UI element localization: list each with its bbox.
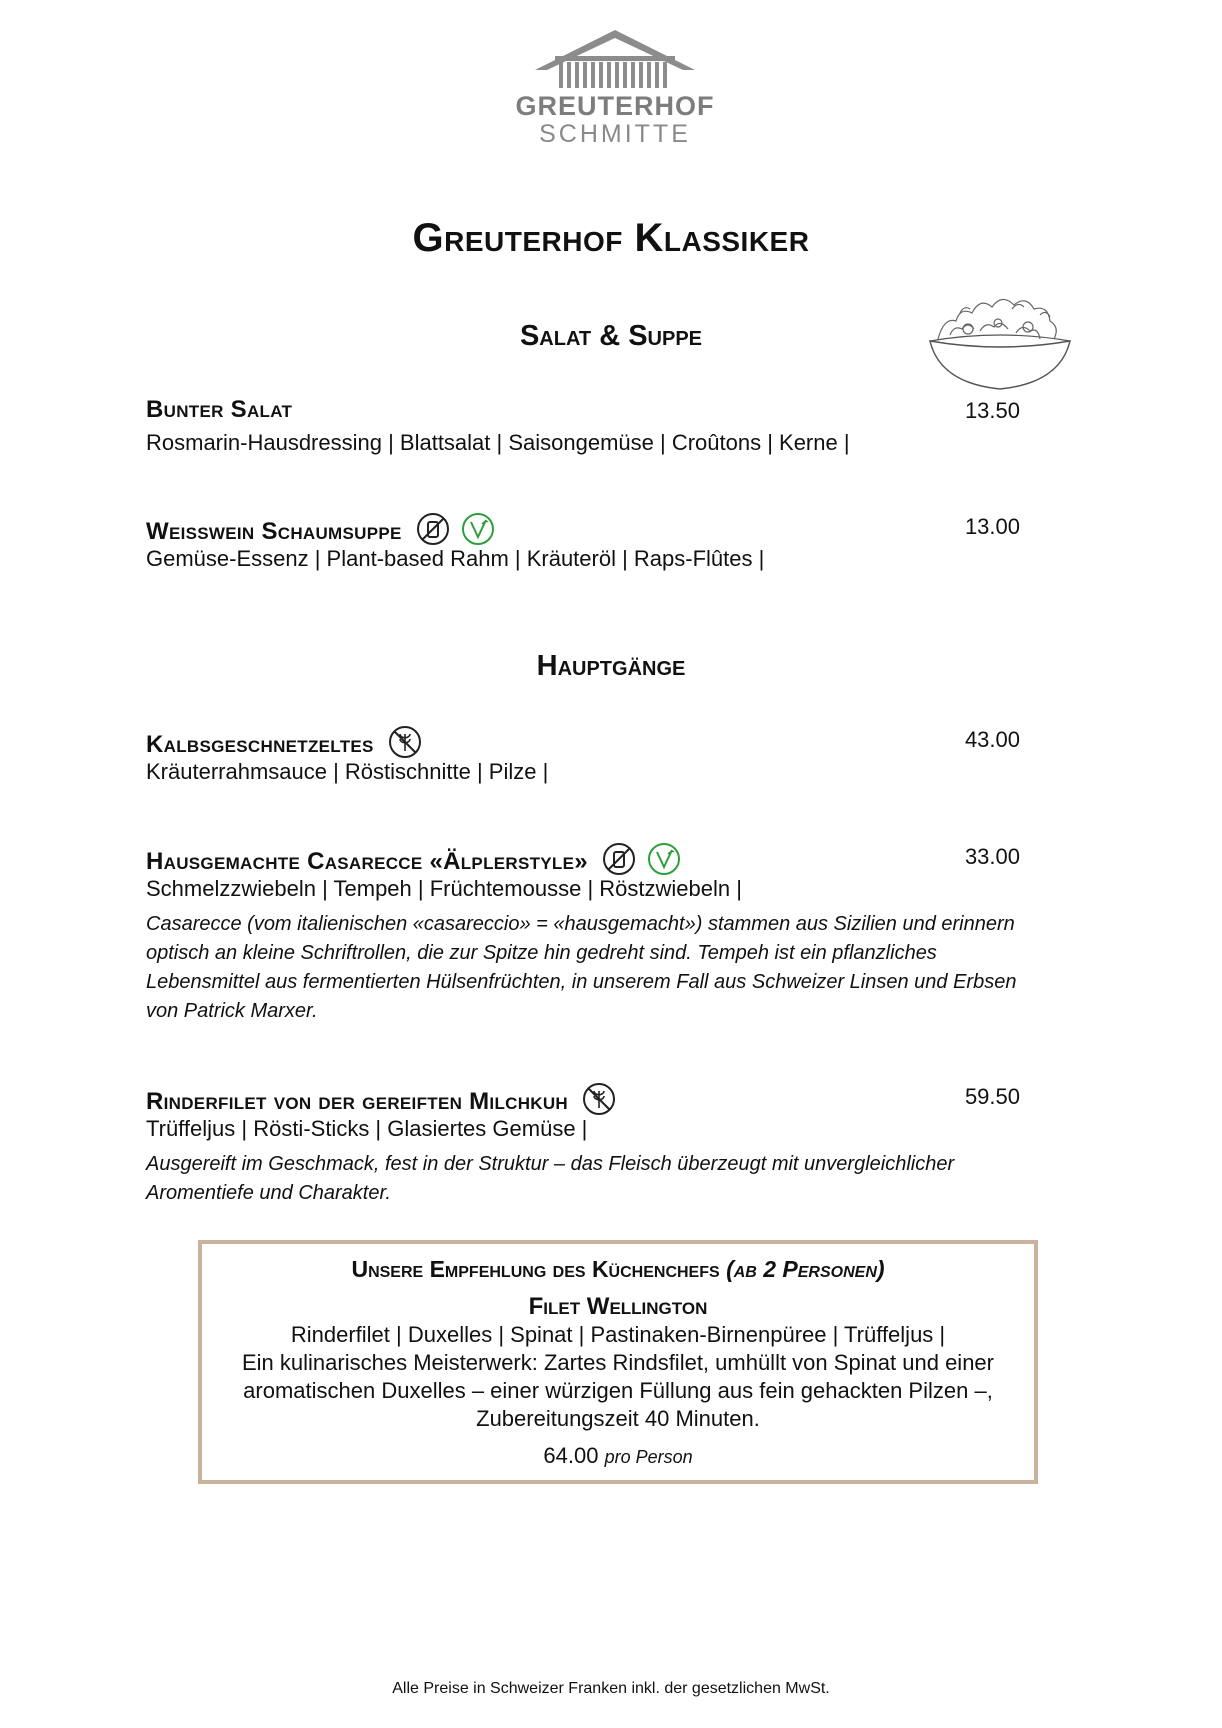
dish-rinderfilet (146, 1082, 1020, 1208)
chef-dish-sides: Rinderfilet | Duxelles | Spinat | Pastinaken-Birnenpüree | Trüffeljus | (290, 1322, 946, 1347)
chef-price-unit: pro Person (604, 1447, 693, 1467)
chef-heading (202, 1256, 1034, 1283)
chef-heading-text: Unsere Empfehlung des Küchenchefs (351, 1256, 720, 1282)
dish-sides: Schmelzzwiebeln | Tempeh | Früchtemousse | Röstzwiebeln | (146, 876, 742, 901)
dish-sides: Kräuterrahmsauce | Röstischnitte | Pilze | (146, 759, 549, 784)
chef-dish-desc-line-3: Zubereitungszeit 40 Minuten. (476, 1406, 760, 1431)
dish-casarecce (146, 842, 1020, 1026)
building-logo-icon (525, 26, 705, 90)
no-gluten-icon (582, 1082, 616, 1121)
vegan-icon (647, 842, 681, 881)
dish-name: Rinderfilet von der gereiften Milchkuh (146, 1087, 569, 1115)
logo (505, 26, 725, 151)
dish-price: 13.50 (964, 398, 1020, 423)
chef-dish-desc-line-1: Ein kulinarisches Meisterwerk: Zartes Rindsfilet, umhüllt von Spinat und einer (242, 1350, 994, 1375)
dish-price: 13.00 (964, 514, 1020, 539)
no-dairy-icon (602, 842, 636, 881)
page-title: Greuterhof Klassiker (412, 216, 810, 260)
dish-name: Hausgemachte Casarecce «Älplerstyle» (146, 847, 588, 875)
dish-price: 59.50 (964, 1084, 1020, 1109)
dish-description: Ausgereift im Geschmack, fest in der Struktur – das Fleisch überzeugt mit unvergleichlicher Aromentiefe und Charakter. (146, 1153, 955, 1204)
price-footnote: Alle Preise in Schweizer Franken inkl. der gesetzlichen MwSt. (392, 1680, 830, 1697)
dish-price: 43.00 (964, 727, 1020, 752)
dish-sides: Gemüse-Essenz | Plant-based Rahm | Kräuteröl | Raps-Flûtes | (146, 546, 765, 571)
dish-description: Casarecce (vom italienischen «casareccio» = «hausgemacht») stammen aus Sizilien und erinnern optisch an kleine Schriftrollen, die zur Spitze hin gedreht sind. Tempeh ist ein pflanzliches Lebensmittel aus fermentierten Hülsenfrüchten, in unserem Fall aus Schweizer Linsen und Erbsen von Patrick Marxer. (146, 913, 1017, 1022)
vegan-icon (461, 512, 495, 551)
logo-text-sub: SCHMITTE (539, 120, 691, 148)
dish-sides: Trüffeljus | Rösti-Sticks | Glasiertes Gemüse | (146, 1116, 588, 1141)
chef-dish-name: Filet Wellington (528, 1293, 708, 1320)
no-dairy-icon (416, 512, 450, 551)
chef-recommendation-box (198, 1240, 1038, 1484)
dish-sides: Rosmarin-Hausdressing | Blattsalat | Saisongemüse | Croûtons | Kerne | (146, 430, 850, 455)
dish-name: Bunter Salat (146, 396, 293, 423)
dish-kalbsgeschnetzeltes (146, 725, 1020, 785)
dish-name: Kalbsgeschnetzeltes (146, 730, 374, 758)
section-title-hauptgaenge: Hauptgänge (536, 650, 686, 682)
logo-text-main: GREUTERHOF (515, 91, 715, 121)
dish-bunter-salat (146, 396, 1020, 456)
dish-price: 33.00 (964, 844, 1020, 869)
dish-name: Weisswein Schaumsuppe (146, 517, 402, 545)
chef-price: 64.00 (543, 1443, 599, 1468)
no-gluten-icon (388, 725, 422, 764)
section-title-salat-suppe: Salat & Suppe (519, 320, 703, 352)
chef-price-row (202, 1443, 1034, 1469)
dish-weisswein-schaumsuppe (146, 512, 1020, 572)
chef-heading-note: (ab 2 Personen) (726, 1256, 885, 1282)
chef-dish-desc-line-2: aromatischen Duxelles – einer würzigen Füllung aus fein gehackten Pilzen –, (243, 1378, 993, 1403)
